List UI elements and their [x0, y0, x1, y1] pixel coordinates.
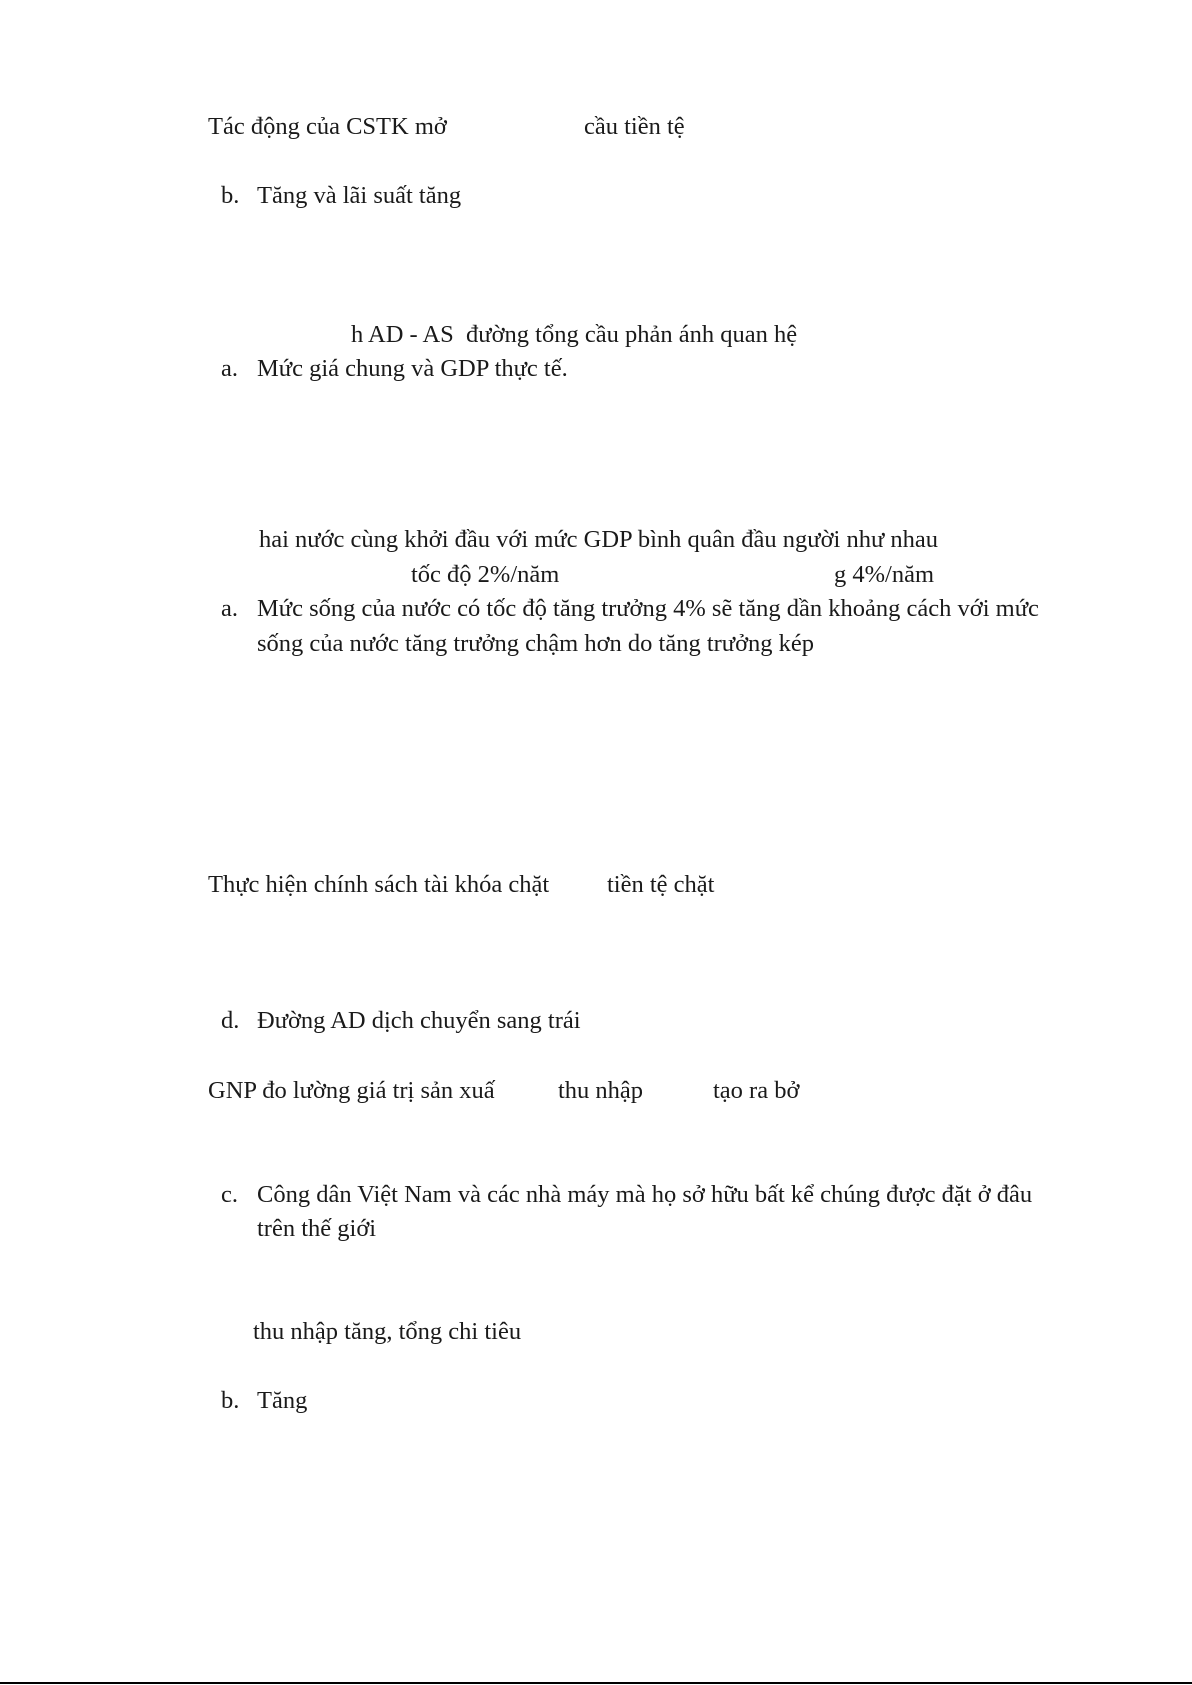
- question-4-answer: Đường AD dịch chuyển sang trái: [257, 1007, 581, 1034]
- question-5-stem-tail: tạo ra bở: [713, 1077, 800, 1104]
- question-2-answer-marker: a.: [221, 355, 238, 382]
- question-6-answer: Tăng: [257, 1387, 308, 1414]
- question-2-answer: Mức giá chung và GDP thực tế.: [257, 355, 568, 382]
- question-6-answer-marker: b.: [221, 1387, 240, 1414]
- question-4-answer-marker: d.: [221, 1007, 240, 1034]
- question-5-answer-line-2: trên thế giới: [257, 1215, 377, 1242]
- question-3-stem-line-2a: tốc độ 2%/năm: [411, 561, 560, 588]
- question-5-answer-line-1: Công dân Việt Nam và các nhà máy mà họ sở hữu bất kể chúng được đặt ở đâu: [257, 1181, 1033, 1208]
- question-5-answer-marker: c.: [221, 1181, 238, 1208]
- question-1-stem: Tác động của CSTK mở: [208, 113, 447, 140]
- question-3-stem-line-1: hai nước cùng khởi đầu với mức GDP bình quân đầu người như nhau: [259, 526, 939, 553]
- question-3-answer-line-1: Mức sống của nước có tốc độ tăng trưởng 4% sẽ tăng dần khoảng cách với mức: [257, 595, 1039, 622]
- question-5-stem: GNP đo lường giá trị sản xuấ: [208, 1077, 495, 1104]
- question-3-answer-marker: a.: [221, 595, 238, 622]
- question-1-stem-tail: cầu tiền tệ: [584, 113, 685, 140]
- question-1-answer-marker: b.: [221, 182, 240, 209]
- question-3-answer-line-2: sống của nước tăng trưởng chậm hơn do tăng trưởng kép: [257, 630, 815, 657]
- question-4-stem: Thực hiện chính sách tài khóa chặt: [208, 871, 550, 898]
- question-6-stem: thu nhập tăng, tổng chi tiêu: [253, 1318, 522, 1345]
- question-2-stem: h AD - AS đường tổng cầu phản ánh quan hệ: [351, 321, 798, 348]
- question-1-answer: Tăng và lãi suất tăng: [257, 182, 462, 209]
- question-5-stem-mid: thu nhập: [558, 1077, 644, 1104]
- question-3-stem-line-2b: g 4%/năm: [834, 561, 935, 588]
- question-4-stem-tail: tiền tệ chặt: [607, 871, 715, 898]
- page-bottom-rule: [0, 1682, 1192, 1684]
